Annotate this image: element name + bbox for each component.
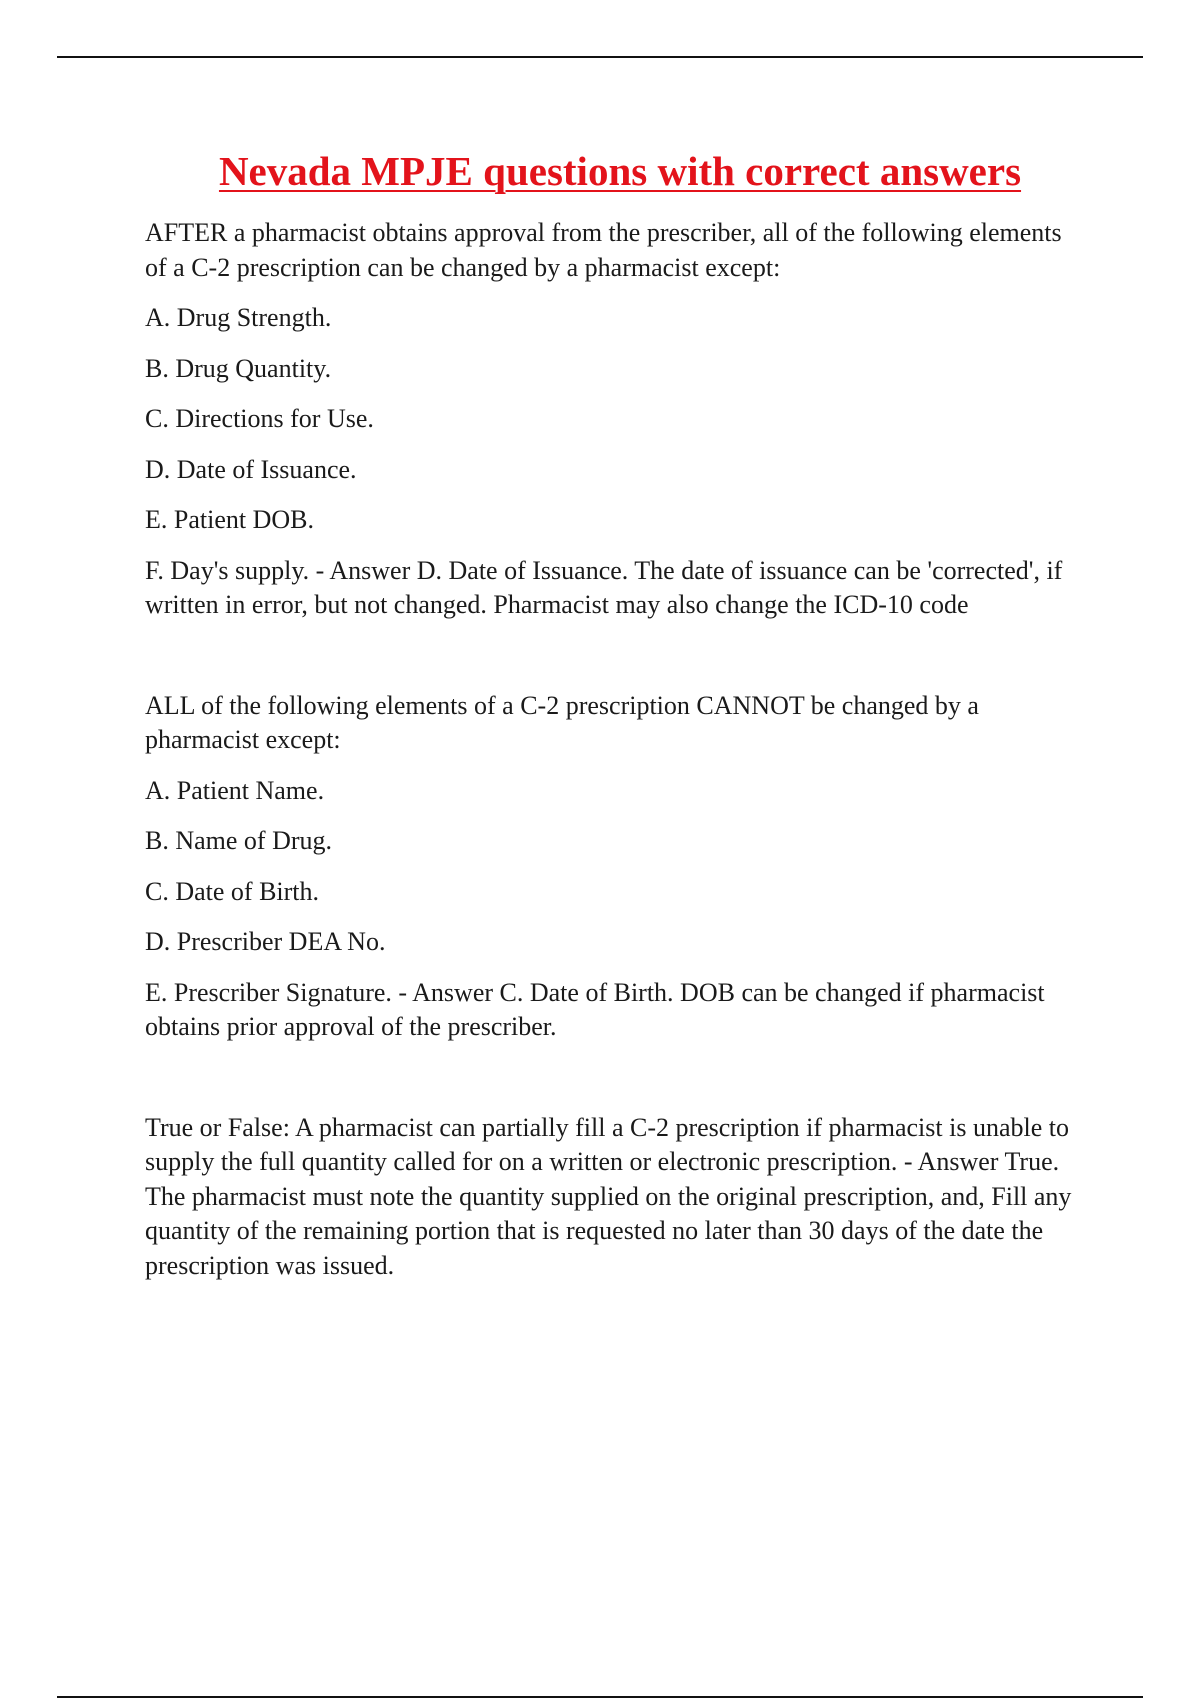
top-rule: [57, 56, 1143, 58]
answer-option: D. Prescriber DEA No.: [145, 927, 386, 956]
question-prompt: AFTER a pharmacist obtains approval from the prescriber, all of the following elements of a C-2 prescription can be changed by a pharmacist except:: [145, 218, 1062, 282]
answer-explanation: True or False: A pharmacist can partially fill a C-2 prescription if pharmacist is unable to supply the full quantity called for on a written or electronic prescription. - Answer True. The pharmacist must note the quantity supplied on the original prescription, and, Fill any quantity of the remaining portion that is requested no later than 30 days of the date the prescription was issued.: [145, 1112, 1072, 1280]
answer-option: A. Drug Strength.: [145, 303, 332, 332]
answer-option: E. Patient DOB.: [145, 505, 314, 534]
answer-option: D. Date of Issuance.: [145, 454, 357, 484]
document-body: [145, 216, 1085, 1299]
bottom-rule: [57, 1696, 1143, 1698]
answer-option: B. Name of Drug.: [145, 826, 333, 855]
spacer: [145, 639, 1085, 689]
question-3: [145, 1111, 1085, 1284]
answer-option: B. Drug Quantity.: [145, 353, 332, 383]
document-title: Nevada MPJE questions with correct answers: [218, 148, 1022, 194]
answer-option: C. Directions for Use.: [145, 404, 374, 433]
answer-explanation: E. Prescriber Signature. - Answer C. Date of Birth. DOB can be changed if pharmacist obtains prior approval of the prescriber.: [145, 977, 1045, 1041]
answer-option: C. Date of Birth.: [145, 876, 320, 906]
answer-explanation: F. Day's supply. - Answer D. Date of Issuance. The date of issuance can be 'corrected', if written in error, but not changed. Pharmacist may also change the ICD-10 code: [145, 555, 1063, 619]
question-2: [145, 689, 1085, 1045]
spacer: [145, 1061, 1085, 1111]
question-prompt: ALL of the following elements of a C-2 prescription CANNOT be changed by a pharmacist except:: [145, 690, 979, 754]
answer-option: A. Patient Name.: [145, 775, 325, 805]
question-1: [145, 216, 1085, 623]
